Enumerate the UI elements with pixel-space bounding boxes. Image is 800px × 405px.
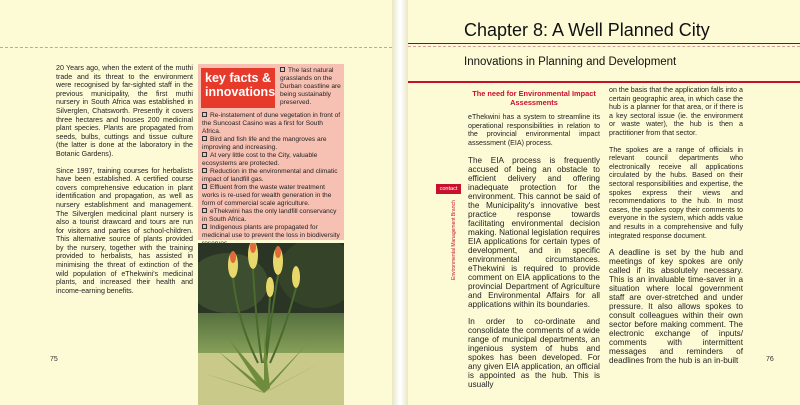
paragraph-hubs-spokes: In order to co-ordinate and consolidate the comments of a wide range of municipal departments, an ingenious system of hubs and spokes has been developed. For any given EIA application, an official is appointed as the hub. This is usually (468, 316, 600, 389)
dotted-rule (408, 46, 800, 47)
plant-illustration (198, 243, 344, 405)
paragraph-deadline: A deadline is set by the hub and meetings of key spokes are only called if its absolutely necessary. This is an invaluable time-saver in a situation where local government staff are over-stretched and under pressure. It also allows spokes to consult colleagues within their own sector before making comment. The electronic exchange of inputs/ comments with intermittent messages and reminders of deadlines from the hub is an in-built (609, 248, 743, 366)
title-rule (408, 43, 800, 44)
checkbox-icon (202, 136, 207, 141)
key-fact-item: Indigenous plants are propagated for medicinal use to prevent the loss in biodiversity (202, 224, 340, 239)
paragraph-training-courses: Since 1997, training courses for herbalists have been established. A certified course covers comprehensive education in plant identification and propagation, as well as nursery establishment and management. The Silverglen medicinal plant nursery is also a tourist drawcard and tours are run for visitors and parties of school-children. This alternative source of plants provided by the nursery, together with the training provided to herbalists, has assisted in minimising the threat of extinction of the wild population of eThekwini's medicinal plants, and increased their health and income-earning benefits. (56, 166, 193, 295)
page-number: 75 (50, 356, 58, 363)
key-fact-item: Reduction in the environmental and climatic impact of landfill gas. (202, 168, 338, 183)
key-fact-item: eThekwini has the only landfill conservancy in South Africa. (202, 208, 337, 223)
contact-tab: contact (436, 184, 461, 194)
paragraph-eia-process: The EIA process is frequently accused of being an obstacle to efficient delivery and offering inadequate protection for the environment. This cannot be said of the Municipality's innovative best practice response towards facilitating environmental decision making. National legislation requires EIA applications for certain types of development, and in specific environmental circumstances. eThekwini is required to provide comment on EIA applications to the provincial Department of Agriculture and Environmental Affairs for all applications within its boundaries. (468, 155, 600, 309)
left-page (0, 0, 392, 405)
paragraph-hub-basis: on the basis that the application falls into a certain geographic area, in which case the hub is a planner for that area, or if there is a key sectoral issue (ie. the environment or waste water), the hub is then a practitioner from that sector. (609, 86, 743, 137)
checkbox-icon (280, 67, 285, 72)
vertical-contact-text: Environmental Management Branch (451, 200, 457, 280)
chapter-subtitle: Innovations in Planning and Development (464, 56, 677, 68)
key-fact-item: At very little cost to the City, valuable ecosystems are protected. (202, 152, 318, 167)
key-fact-item: Re-instatement of dune vegetation in front of the Suncoast Casino was a first for South Africa. (202, 112, 341, 135)
right-column-2 (609, 86, 743, 373)
paragraph-eia-intro: eThekwini has a system to streamline its operational responsibilities in relation to the provincial environmental impact assessment (EIA) process. (468, 113, 600, 147)
section-heading: The need for Environmental Impact Assessments (472, 89, 596, 107)
key-fact-item: The last natural grasslands on the Durban coastline are being sustainably preserved. (280, 67, 341, 106)
checkbox-icon (202, 168, 207, 173)
left-column (56, 64, 193, 303)
aloe-plant-photo (198, 243, 344, 405)
key-facts-title: key facts & innovations (201, 68, 275, 108)
key-fact-item: Effluent from the waste water treatment works is re-used for wealth generation in the form of commercial scale agriculture. (202, 184, 332, 207)
checkbox-icon (202, 208, 207, 213)
book-gutter (392, 0, 408, 405)
chapter-title: Chapter 8: A Well Planned City (464, 20, 710, 40)
subtitle-rule (408, 81, 800, 83)
paragraph-muthi-nursery: 20 Years ago, when the extent of the muthi trade and its threat to the environment were recognised by far-sighted staff in the previous municipality, the first muthi nursery in South Africa was established in Silverglen, Chatsworth. Presently it covers three hectares and houses 200 medicinal plant species. Plants are propagated from seeds, bulbs, cuttings and tissue culture (the latter is done at the laboratory in the Botanic Gardens). (56, 64, 193, 158)
page-number: 76 (766, 356, 774, 363)
checkbox-icon (202, 224, 207, 229)
checkbox-icon (202, 152, 207, 157)
key-facts-list (202, 112, 342, 248)
right-column-1 (468, 90, 600, 397)
key-facts-box (198, 64, 344, 240)
right-page (408, 0, 800, 405)
paragraph-spokes: The spokes are a range of officials in relevant council departments who electronically receive all applications circulated by the hubs. Based on their sectoral responsibilities and expertise, the spokes express their views and recommendations to the hub. In most cases, the spokes copy their comments to everyone in the system, which adds value and results in a comprehensive and fully integrated response document. (609, 145, 743, 240)
dotted-rule (0, 47, 392, 48)
checkbox-icon (202, 184, 207, 189)
checkbox-icon (202, 112, 207, 117)
key-fact-item: Bird and fish life and the mangroves are improving and increasing. (202, 136, 327, 151)
